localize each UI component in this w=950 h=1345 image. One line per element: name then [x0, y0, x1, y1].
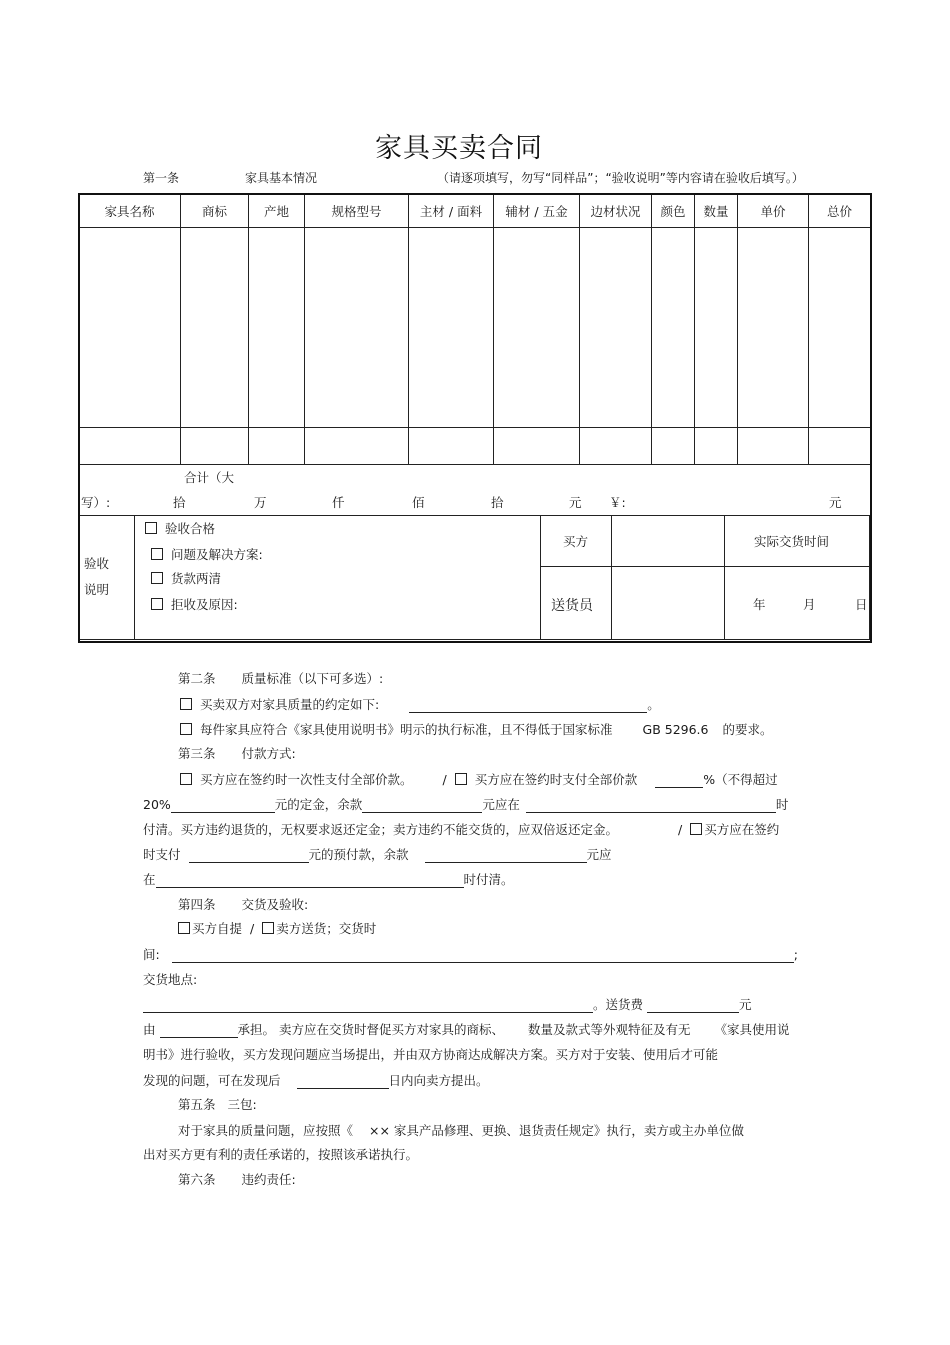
- article-4-options: 买方自提 / 卖方送货；交货时: [178, 919, 376, 937]
- table-cell[interactable]: [305, 228, 409, 428]
- yen-label: ￥:: [609, 495, 626, 510]
- table-cell[interactable]: [409, 228, 494, 428]
- actual-time-label: 实际交货时间: [754, 534, 830, 549]
- table-cell[interactable]: [738, 228, 809, 428]
- table-cell[interactable]: [494, 228, 580, 428]
- quality-agreement-field[interactable]: [409, 698, 647, 713]
- table-row: [79, 428, 871, 465]
- article-2-option-2: 每件家具应符合《家具使用说明书》明示的执行标准，且不得低于国家标准 GB 5296.6 的要求。: [180, 720, 773, 738]
- article-4-line-b: 明书》进行验收，买方发现问题应当场提出，并由双方协商达成解决方案。买方对于安装、使用后才可能: [143, 1047, 719, 1062]
- option-paid[interactable]: 货款两清: [151, 569, 221, 587]
- delivery-fee-field[interactable]: [647, 998, 739, 1013]
- total-label-a: 合计（大: [184, 470, 235, 485]
- table-cell[interactable]: [79, 428, 181, 465]
- table-cell[interactable]: [409, 428, 494, 465]
- deposit-amount-field[interactable]: [171, 798, 275, 813]
- acceptance-label-cell: [78, 515, 135, 640]
- actual-time-field[interactable]: [724, 566, 870, 640]
- table-header-row: [79, 194, 871, 228]
- article-3-line-5: 在 时付清。: [143, 872, 514, 887]
- checkbox[interactable]: [690, 823, 702, 835]
- checkbox[interactable]: [151, 548, 163, 560]
- checkbox[interactable]: [180, 698, 192, 710]
- unit-wan: 万: [254, 495, 267, 510]
- acceptance-label-a: 验收: [84, 556, 110, 571]
- table-cell[interactable]: [249, 428, 305, 465]
- balance-time-field[interactable]: [526, 798, 776, 813]
- table-cell[interactable]: [79, 228, 181, 428]
- table-cell[interactable]: [695, 228, 738, 428]
- month-label: 月: [803, 597, 816, 612]
- balance-amount-field[interactable]: [362, 798, 482, 813]
- article-4-line-c: 发现的问题，可在发现后 日内向卖方提出。: [143, 1073, 489, 1088]
- checkbox[interactable]: [262, 922, 274, 934]
- year-label: 年: [753, 597, 766, 612]
- article-3-line-2: 20% 元的定金，余款 元应在 时: [143, 797, 789, 812]
- delivery-person-label: 送货员: [551, 598, 593, 614]
- header-cell: 单价: [738, 194, 809, 228]
- header-cell: 商标: [181, 194, 249, 228]
- fee-payer-field[interactable]: [160, 1023, 238, 1038]
- acceptance-block: [78, 515, 870, 640]
- final-payment-time-field[interactable]: [156, 873, 464, 888]
- table-cell[interactable]: [738, 428, 809, 465]
- unit-bai: 佰: [412, 495, 425, 510]
- prepayment-amount-field[interactable]: [189, 848, 309, 863]
- table-cell[interactable]: [695, 428, 738, 465]
- delivery-place-label: 交货地点:: [143, 972, 198, 987]
- page-title: 家具买卖合同: [375, 133, 543, 164]
- table-cell[interactable]: [809, 428, 871, 465]
- delivery-time-field[interactable]: [172, 948, 794, 963]
- article-2-option-1: 买卖双方对家具质量的约定如下: 。: [180, 695, 660, 713]
- table-cell[interactable]: [181, 428, 249, 465]
- complaint-days-field[interactable]: [297, 1074, 389, 1089]
- header-cell: 边材状况: [580, 194, 652, 228]
- article-1-note: （请逐项填写，勿写“同样品”；“验收说明”等内容请在验收后填写。）: [437, 171, 804, 185]
- table-row: [79, 228, 871, 428]
- article-5-line-1: 对于家具的质量问题，应按照《 ×× 家具产品修理、更换、退货责任规定》执行，卖方或主办单位做: [178, 1123, 744, 1138]
- header-cell: 辅材 / 五金: [494, 194, 580, 228]
- payment-percent-field[interactable]: [655, 773, 703, 788]
- table-cell[interactable]: [305, 428, 409, 465]
- option-accepted[interactable]: 验收合格: [145, 519, 215, 537]
- unit-qian: 仟: [332, 495, 345, 510]
- table-cell[interactable]: [652, 428, 695, 465]
- checkbox[interactable]: [151, 572, 163, 584]
- checkbox[interactable]: [455, 773, 467, 785]
- article-1-title: 家具基本情况: [245, 171, 318, 185]
- option-rejected[interactable]: 拒收及原因:: [151, 595, 238, 613]
- header-cell: 产地: [249, 194, 305, 228]
- article-1-heading: [143, 169, 804, 186]
- acceptance-label-b: 说明: [84, 582, 110, 597]
- day-label: 日: [855, 597, 868, 612]
- table-cell[interactable]: [652, 228, 695, 428]
- delivery-place-line: 。送货费 元: [143, 995, 752, 1013]
- table-cell[interactable]: [249, 228, 305, 428]
- header-cell: 数量: [695, 194, 738, 228]
- article-5-heading: 第五条 三包:: [178, 1097, 257, 1112]
- buyer-sign-field[interactable]: [611, 515, 725, 567]
- header-cell: 总价: [809, 194, 871, 228]
- article-3-line-4: 时支付 元的预付款，余款 元应: [143, 847, 612, 862]
- unit-shi: 拾: [491, 495, 504, 510]
- total-yuan: 元: [829, 495, 842, 510]
- checkbox[interactable]: [180, 773, 192, 785]
- acceptance-options-cell: [134, 515, 541, 640]
- delivery-time-line: 间: ;: [143, 947, 798, 962]
- header-cell: 颜色: [652, 194, 695, 228]
- total-label-b: 写）:: [81, 495, 111, 510]
- checkbox[interactable]: [145, 522, 157, 534]
- header-cell: 主材 / 面料: [409, 194, 494, 228]
- table-cell[interactable]: [809, 228, 871, 428]
- article-1-label: 第一条: [143, 171, 180, 185]
- header-cell: 规格型号: [305, 194, 409, 228]
- buyer-label-cell: [540, 515, 612, 567]
- article-5-line-2: 出对买方更有利的责任承诺的，按照该承诺执行。: [143, 1147, 419, 1162]
- table-cell[interactable]: [580, 228, 652, 428]
- article-3-heading: 第三条 付款方式:: [178, 746, 296, 761]
- goods-table: [78, 193, 871, 465]
- unit-yuan: 元: [569, 495, 582, 510]
- delivery-place-field[interactable]: [143, 998, 593, 1013]
- table-cell[interactable]: [181, 228, 249, 428]
- checkbox[interactable]: [178, 922, 190, 934]
- remaining-amount-field[interactable]: [425, 848, 587, 863]
- delivery-person-label-cell: [540, 566, 612, 640]
- checkbox[interactable]: [151, 598, 163, 610]
- table-cell[interactable]: [580, 428, 652, 465]
- option-problem-solution[interactable]: 问题及解决方案:: [151, 545, 263, 563]
- article-3-line-3: 付清。买方违约退货的，无权要求返还定金；卖方违约不能交货的，应双倍返还定金。 / 买方应在签约: [143, 822, 780, 837]
- table-cell[interactable]: [494, 428, 580, 465]
- unit-shi-wan: 拾: [173, 495, 186, 510]
- article-4-line-a: 由 承担。 卖方应在交货时督促买方对家具的商标、 数量及款式等外观特征及有无 《家具使用说: [143, 1022, 790, 1037]
- buyer-label: 买方: [563, 534, 589, 549]
- article-2-heading: 第二条 质量标准（以下可多选）:: [178, 671, 384, 686]
- header-cell: 家具名称: [79, 194, 181, 228]
- total-amount-row: [78, 464, 872, 515]
- article-3-line-1: 买方应在签约时一次性支付全部价款。 / 买方应在签约时支付全部价款 %（不得超过: [180, 770, 778, 788]
- checkbox[interactable]: [180, 723, 192, 735]
- actual-time-label-cell: [724, 515, 870, 567]
- article-6-heading: 第六条 违约责任:: [178, 1172, 296, 1187]
- delivery-person-sign-field[interactable]: [611, 566, 725, 640]
- article-4-heading: 第四条 交货及验收:: [178, 897, 309, 912]
